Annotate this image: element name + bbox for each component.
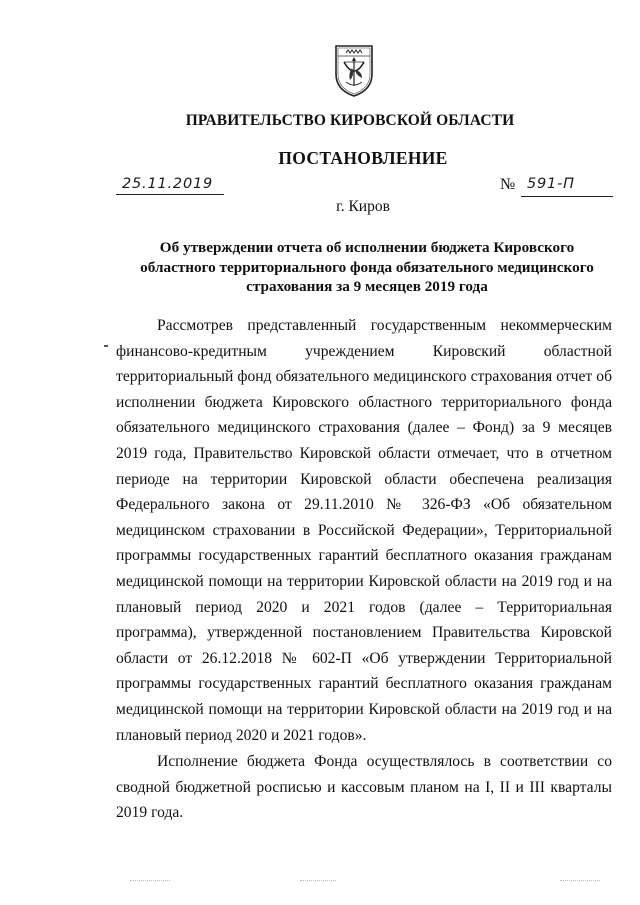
scan-artifact xyxy=(104,345,108,347)
body-paragraph-2: Исполнение бюджета Фонда осуществлялось в соответствии со сводной бюджетной росписью и кассовым планом на I, II и III кварталы 2019 года. xyxy=(116,753,612,822)
date-field xyxy=(116,176,224,195)
scan-dots-left xyxy=(130,880,170,882)
government-name: ПРАВИТЕЛЬСТВО КИРОВСКОЙ ОБЛАСТИ xyxy=(185,112,515,129)
city-name: г. Киров xyxy=(336,198,390,215)
document-type-title: ПОСТАНОВЛЕНИЕ xyxy=(278,148,448,168)
number-sign: № xyxy=(500,176,516,193)
kirov-coat-of-arms-icon xyxy=(332,40,376,98)
handwritten-number: 591-П xyxy=(527,176,575,192)
number-field xyxy=(521,178,613,197)
body-paragraph-1: Рассмотрев представленный государственным некоммерческим финансово-кредитным учреждением Кировский областной территориальный фонд обязательного медицинского страхования отчет об исполнении бюджета Кировского областного территориального фонда обязательного медицинского страхования (далее – Фонд) за 9 месяцев 2019 года, Правительство Кировской области отмечает, что в отчетном периоде на территории Кировской области обеспечена реализация Федерального закона от 29.11.2010 № 326-ФЗ «Об обязательном медицинском страховании в Российской Федерации», Территориальной программы государственных гарантий бесплатного оказания гражданам медицинской помощи на территории Кировской области на 2019 год и на плановый период 2020 и 2021 годов (далее – Территориальная программа), утвержденной постановлением Правительства Кировской области от 26.12.2018 № 602-П «Об утверждении Территориальной программы государственных гарантий бесплатного оказания гражданам медицинской помощи на территории Кировской области на 2019 год и на плановый период 2020 и 2021 годов». xyxy=(116,317,612,744)
scan-dots-right xyxy=(560,880,600,882)
handwritten-date: 25.11.2019 xyxy=(122,176,214,192)
document-subject: Об утверждении отчета об исполнении бюджета Кировского областного территориального фонда обязательного медицинского страхования за 9 месяцев 2019 года xyxy=(140,239,594,295)
scan-dots-center xyxy=(300,880,336,882)
